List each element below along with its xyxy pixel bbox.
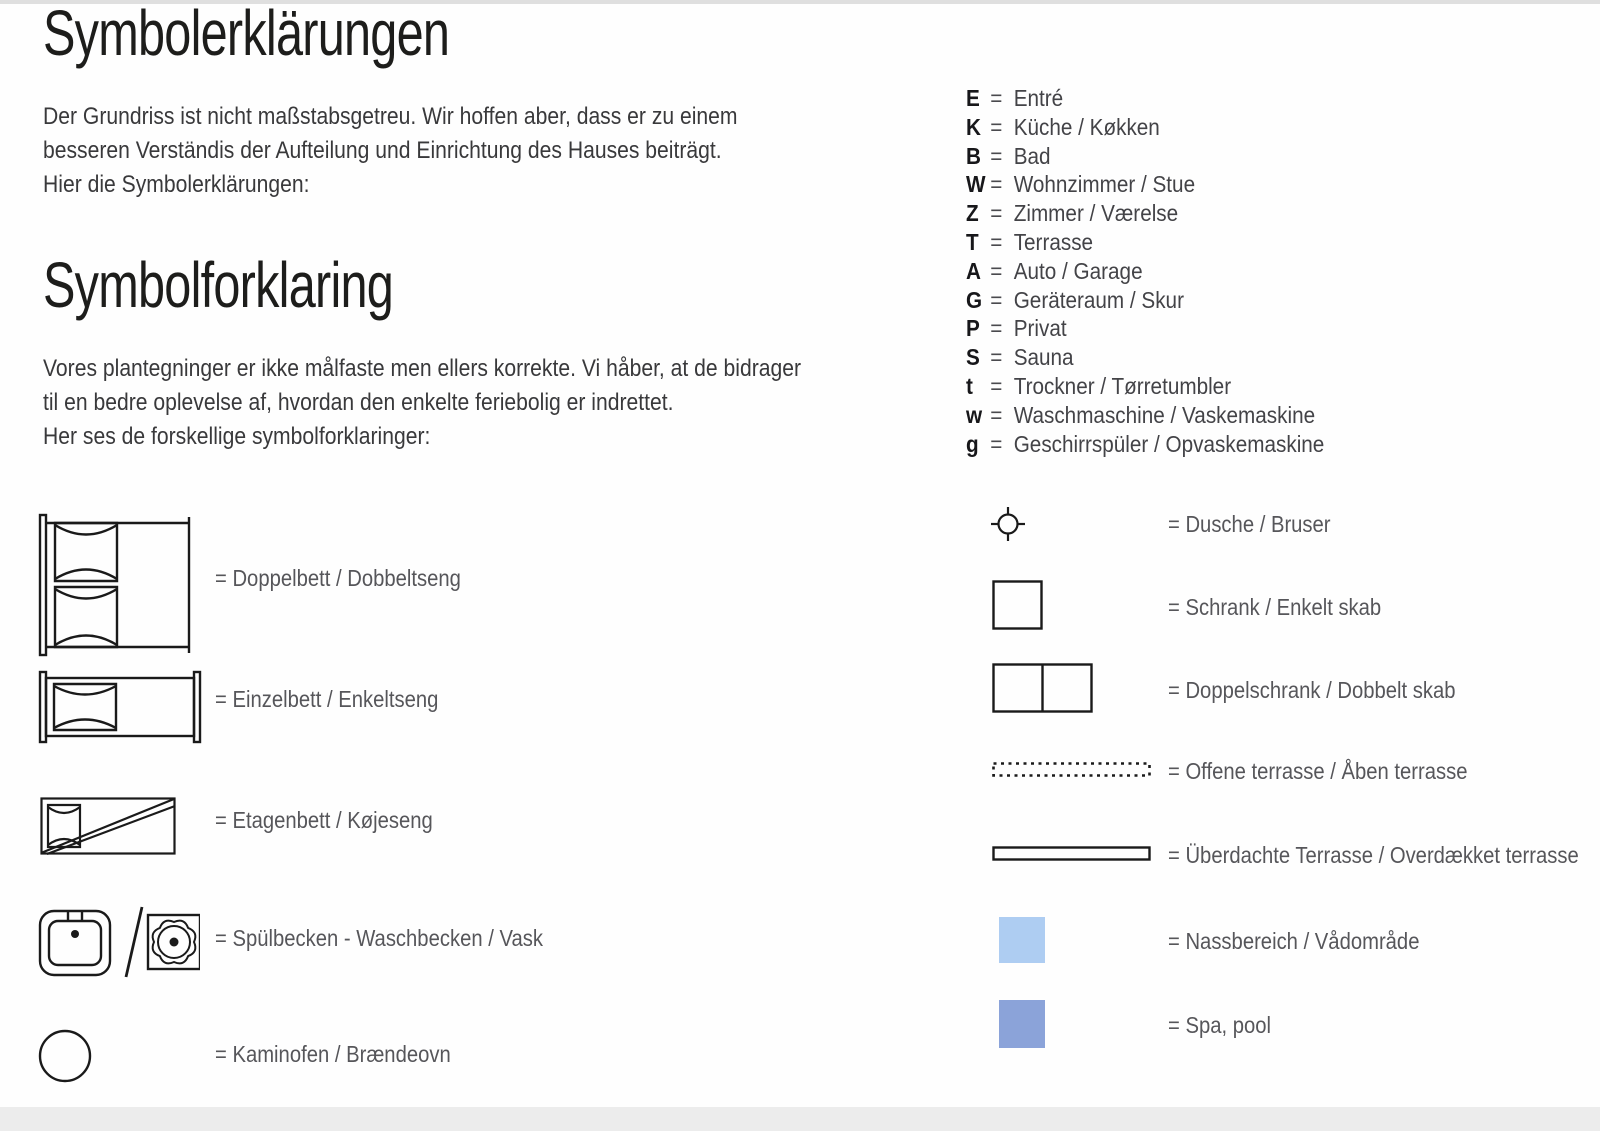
open-terrace-label [1168, 757, 1508, 785]
sink-washbasin-label [215, 924, 588, 952]
room-code: G [966, 286, 983, 313]
danish-intro [43, 352, 904, 454]
double-wardrobe-label-text: = Doppelschrank / Dobbelt skab [1168, 677, 1456, 703]
equals-sign: = [990, 372, 1003, 399]
room-code-meaning: Geschirrspüler / Opvaskemaskine [1013, 430, 1325, 457]
equals-sign: = [990, 401, 1003, 428]
german-title-text: Symbolerklärungen [43, 0, 450, 69]
room-code-meaning: Trockner / Tørretumbler [1013, 372, 1232, 399]
single-bed-label [215, 685, 469, 713]
covered-terrace-label [1168, 841, 1600, 869]
spa-pool-label-text: = Spa, pool [1168, 1012, 1271, 1038]
room-code-meaning: Privat [1013, 315, 1067, 342]
covered-terrace-label-text: = Überdachte Terrasse / Overdækket terrasse [1168, 842, 1579, 868]
equals-sign: = [990, 142, 1003, 169]
equals-sign: = [990, 344, 1003, 371]
room-code-row [966, 286, 1324, 315]
room-code: g [966, 430, 979, 457]
room-code: E [966, 85, 980, 111]
room-code-row [966, 314, 1324, 343]
spa-pool-swatch [999, 1000, 1045, 1048]
danish-intro-line3: Her ses de forskellige symbolforklaringer: [43, 423, 431, 450]
wet-area-swatch [999, 917, 1045, 963]
single-wardrobe-label-text: = Schrank / Enkelt skab [1168, 594, 1382, 620]
single-bed-icon [38, 670, 202, 744]
shower-icon [988, 504, 1028, 544]
room-code-meaning: Terrasse [1013, 228, 1094, 255]
bunk-bed-label-text: = Etagenbett / Køjeseng [215, 807, 433, 833]
double-wardrobe-label [1168, 676, 1495, 704]
room-code-row [966, 228, 1324, 257]
single-wardrobe-icon [992, 580, 1043, 630]
room-code-row [966, 84, 1324, 113]
room-code-meaning: Bad [1013, 142, 1051, 169]
room-code-row [966, 401, 1324, 430]
equals-sign: = [990, 257, 1003, 284]
room-code-row [966, 430, 1324, 459]
room-code: S [966, 344, 980, 371]
shower-label [1168, 510, 1353, 538]
equals-sign: = [990, 430, 1003, 457]
room-code-meaning: Waschmaschine / Vaskemaskine [1013, 401, 1316, 428]
bunk-bed-label [215, 806, 462, 834]
german-intro [43, 100, 832, 202]
room-code-meaning: Entré [1013, 85, 1064, 111]
equals-sign: = [990, 85, 1003, 111]
single-bed-label-text: = Einzelbett / Enkeltseng [215, 686, 439, 712]
room-code: P [966, 315, 980, 342]
room-code-meaning: Geräteraum / Skur [1013, 286, 1184, 313]
german-intro-line3: Hier die Symbolerklärungen: [43, 171, 310, 198]
open-terrace-icon [992, 762, 1151, 777]
equals-sign: = [990, 171, 1003, 198]
double-bed-label-text: = Doppelbett / Dobbeltseng [215, 565, 461, 591]
double-bed-label [215, 564, 494, 592]
room-code: T [966, 228, 979, 255]
room-code-meaning: Wohnzimmer / Stue [1013, 171, 1196, 198]
equals-sign: = [990, 200, 1003, 227]
room-code-row [966, 170, 1324, 199]
wood-stove-label [215, 1040, 483, 1068]
double-bed-icon [38, 513, 195, 657]
room-code: K [966, 113, 981, 140]
room-code: w [966, 401, 983, 428]
danish-intro-line2: til en bedre oplevelse af, hvordan den enkelte feriebolig er indrettet. [43, 389, 674, 416]
single-wardrobe-label [1168, 593, 1410, 621]
bunk-bed-icon [40, 797, 176, 855]
open-terrace-label-text: = Offene terrasse / Åben terrasse [1168, 758, 1468, 784]
sink-washbasin-icon [38, 903, 200, 979]
room-code-row [966, 257, 1324, 286]
room-code: W [966, 171, 986, 198]
danish-title [43, 249, 504, 321]
equals-sign: = [990, 315, 1003, 342]
room-code: A [966, 257, 981, 284]
danish-title-text: Symbolforklaring [43, 249, 394, 321]
sink-washbasin-label-text: = Spülbecken - Waschbecken / Vask [215, 925, 543, 951]
german-intro-line2: besseren Verständis der Aufteilung und Einrichtung des Hauses beiträgt. [43, 137, 722, 164]
shower-label-text: = Dusche / Bruser [1168, 511, 1331, 537]
room-code: B [966, 142, 981, 169]
wet-area-label-text: = Nassbereich / Vådområde [1168, 928, 1420, 954]
bottom-edge-strip [0, 1107, 1600, 1131]
room-code-row [966, 142, 1324, 171]
room-code: Z [966, 200, 979, 227]
spa-pool-label [1168, 1011, 1285, 1039]
double-wardrobe-icon [992, 663, 1093, 713]
room-code: t [966, 372, 973, 399]
room-code-meaning: Küche / Køkken [1013, 113, 1160, 140]
equals-sign: = [990, 228, 1003, 255]
covered-terrace-icon [992, 846, 1151, 861]
wood-stove-label-text: = Kaminofen / Brændeovn [215, 1041, 451, 1067]
equals-sign: = [990, 286, 1003, 313]
room-code-row [966, 199, 1324, 228]
german-title [43, 0, 577, 67]
wet-area-label [1168, 927, 1454, 955]
equals-sign: = [990, 113, 1003, 140]
wood-stove-icon [37, 1028, 93, 1084]
room-code-meaning: Zimmer / Værelse [1013, 200, 1179, 227]
room-code-meaning: Auto / Garage [1013, 257, 1143, 284]
room-code-legend [966, 84, 1364, 458]
room-code-row [966, 343, 1324, 372]
danish-intro-line1: Vores plantegninger er ikke målfaste men ellers korrekte. Vi håber, at de bidrager [43, 355, 802, 382]
german-intro-line1: Der Grundriss ist nicht maßstabsgetreu. Wir hoffen aber, dass er zu einem [43, 103, 738, 130]
room-code-meaning: Sauna [1013, 344, 1074, 371]
room-code-row [966, 113, 1324, 142]
room-code-row [966, 372, 1324, 401]
